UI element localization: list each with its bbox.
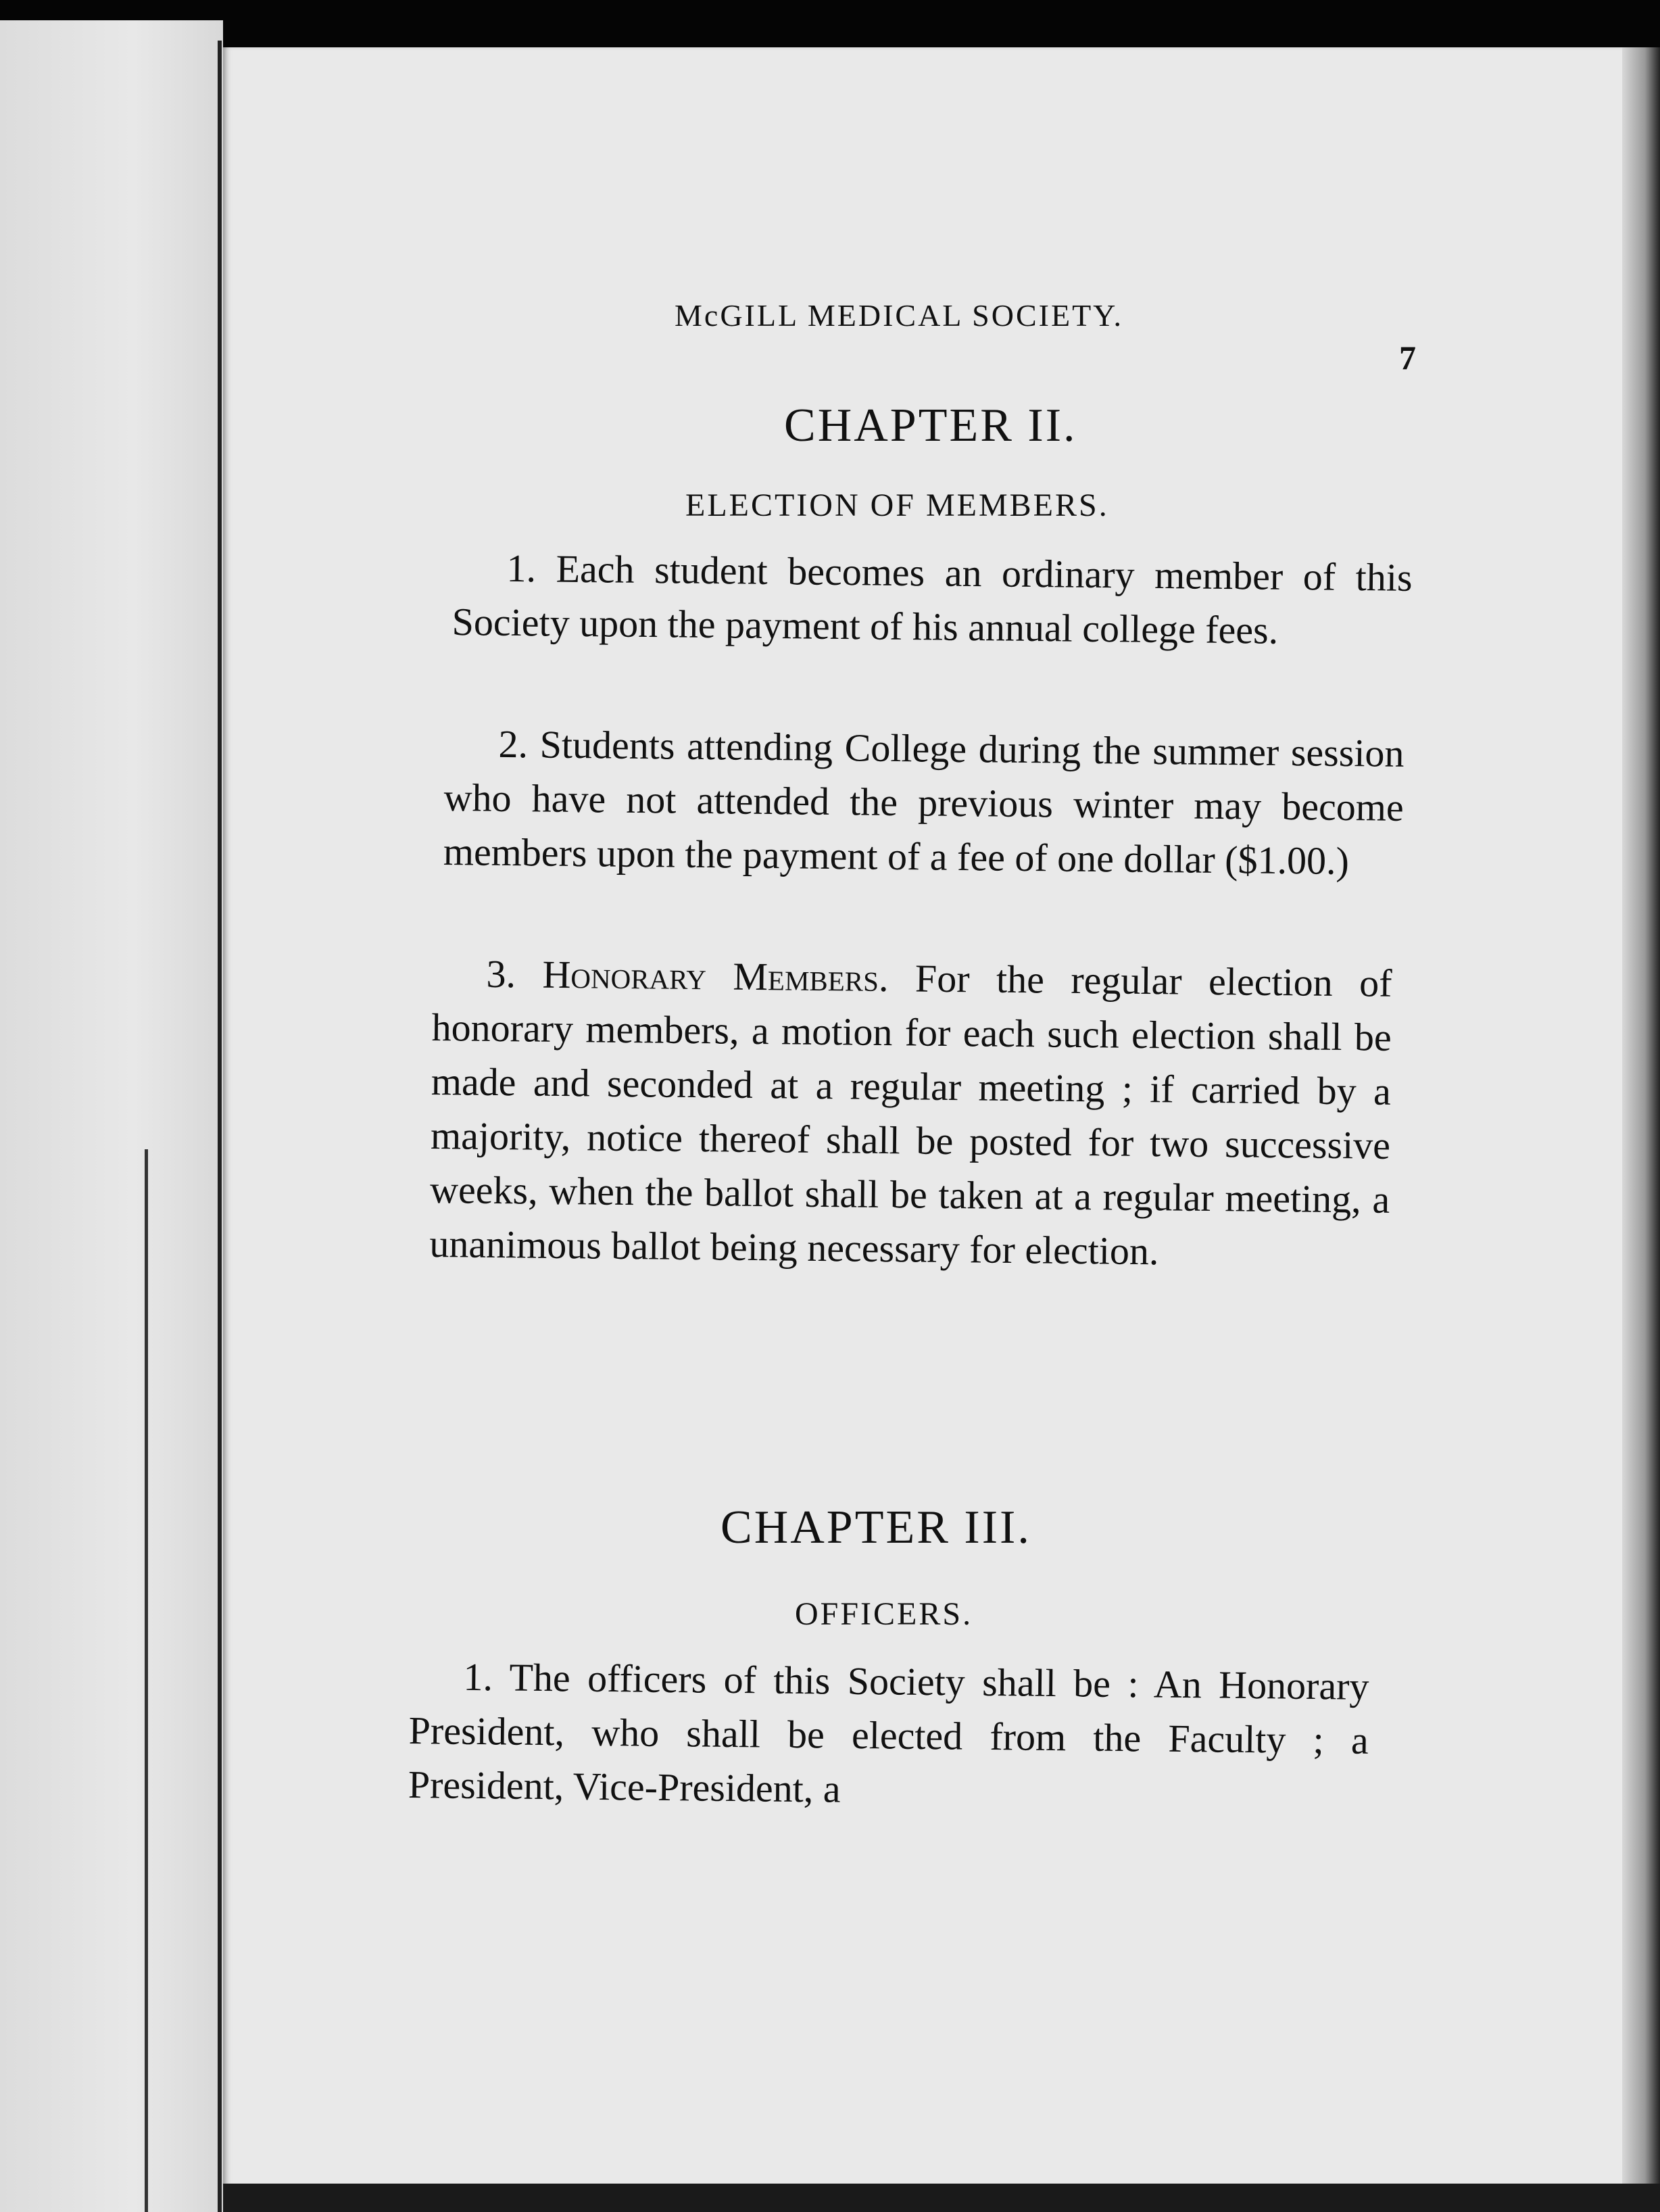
page-right-edge xyxy=(1622,47,1660,2212)
paragraph xyxy=(429,946,1392,1281)
scan-border-bottom xyxy=(223,2184,1660,2212)
paragraph-body: For the regular election of honorary members, a motion for each such election shall be made and seconded at a regular meeting ; if carried by a majority, notice thereof shall be posted for two successive weeks, when the ballot shall be taken at a regular meeting, a unanimous ballot being necessary for election. xyxy=(429,956,1392,1274)
page-gutter xyxy=(218,41,222,2212)
paragraph: 1. Each student becomes an ordinary member of this Society upon the payment of his annual college fees. xyxy=(451,546,1413,652)
paragraph-heading: Honorary Members. xyxy=(542,952,889,1001)
page-edge-line xyxy=(145,1149,148,2212)
chapter-title: CHAPTER III. xyxy=(721,1501,1031,1554)
page-number: 7 xyxy=(1399,339,1416,377)
section-title: OFFICERS. xyxy=(795,1596,973,1632)
paragraph: 2. Students attending College during the summer session who have not attended the previous winter may become members upon the payment of a fee of one dollar ($1.00.) xyxy=(443,721,1405,884)
facing-page-edge xyxy=(0,20,223,2212)
scan-border-top xyxy=(0,0,1660,47)
section-title: ELECTION OF MEMBERS. xyxy=(685,487,1109,523)
paragraph-number: 3. xyxy=(486,951,516,996)
paragraph: 1. The officers of this Society shall be : An Honorary President, who shall be elected from the Faculty ; a President, Vice-President, a xyxy=(408,1654,1369,1811)
running-head: McGILL MEDICAL SOCIETY. xyxy=(675,298,1123,333)
chapter-title: CHAPTER II. xyxy=(784,400,1077,452)
